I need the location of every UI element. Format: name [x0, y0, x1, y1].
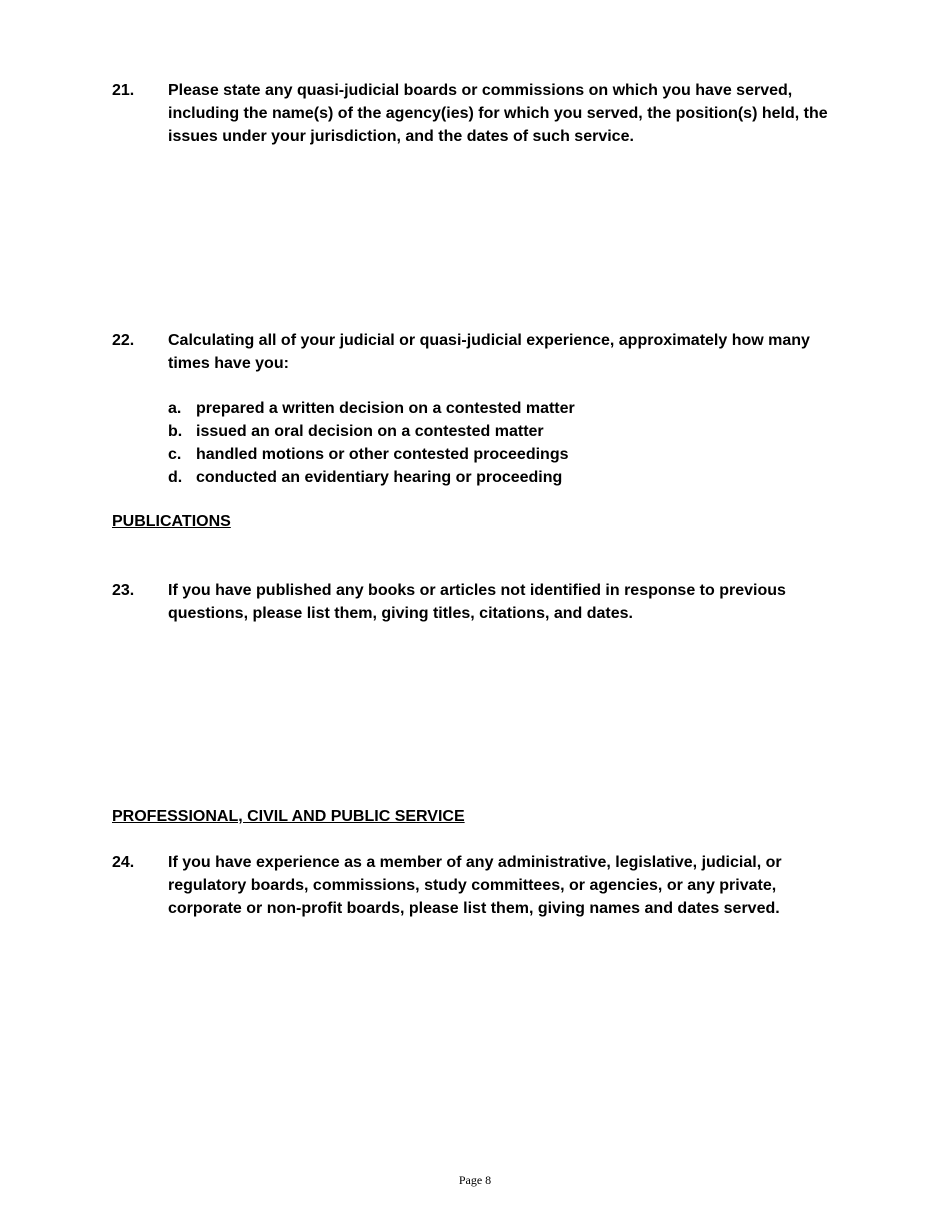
item-letter: a.: [168, 400, 182, 417]
question-text: If you have experience as a member of any administrative, legislative, judicial, or regulatory boards, commissions, study committees, or agencies, or any private, corporate or non-profit boards, please list them, giving names and dates served.: [168, 854, 782, 917]
list-item: [168, 443, 575, 466]
question-number: 22.: [112, 332, 135, 349]
page-number: Page 8: [458, 1173, 492, 1187]
item-letter: b.: [168, 423, 183, 440]
question-22-items: [168, 397, 575, 489]
item-text: conducted an evidentiary hearing or proceeding: [196, 469, 563, 486]
question-21: [112, 79, 842, 148]
question-number: 24.: [112, 854, 135, 871]
question-24: [112, 851, 842, 920]
item-text: issued an oral decision on a contested matter: [196, 423, 544, 440]
item-text: prepared a written decision on a contested matter: [196, 400, 575, 417]
section-heading-service: PROFESSIONAL, CIVIL AND PUBLIC SERVICE: [112, 808, 465, 825]
question-number: 21.: [112, 82, 135, 99]
question-text: Please state any quasi-judicial boards or commissions on which you have served, including the name(s) of the agency(ies) for which you served, the position(s) held, the issues under your jurisdiction, and the dates of such service.: [168, 82, 828, 145]
list-item: [168, 397, 575, 420]
question-text: If you have published any books or articles not identified in response to previous questions, please list them, giving titles, citations, and dates.: [168, 582, 786, 622]
section-heading-publications: PUBLICATIONS: [112, 513, 231, 530]
list-item: [168, 466, 575, 489]
question-22: [112, 329, 842, 375]
list-item: [168, 420, 575, 443]
item-text: handled motions or other contested proceedings: [196, 446, 569, 463]
question-23: [112, 579, 842, 625]
item-letter: c.: [168, 446, 182, 463]
question-number: 23.: [112, 582, 135, 599]
question-text: Calculating all of your judicial or quasi-judicial experience, approximately how many times have you:: [168, 332, 810, 372]
item-letter: d.: [168, 469, 183, 486]
